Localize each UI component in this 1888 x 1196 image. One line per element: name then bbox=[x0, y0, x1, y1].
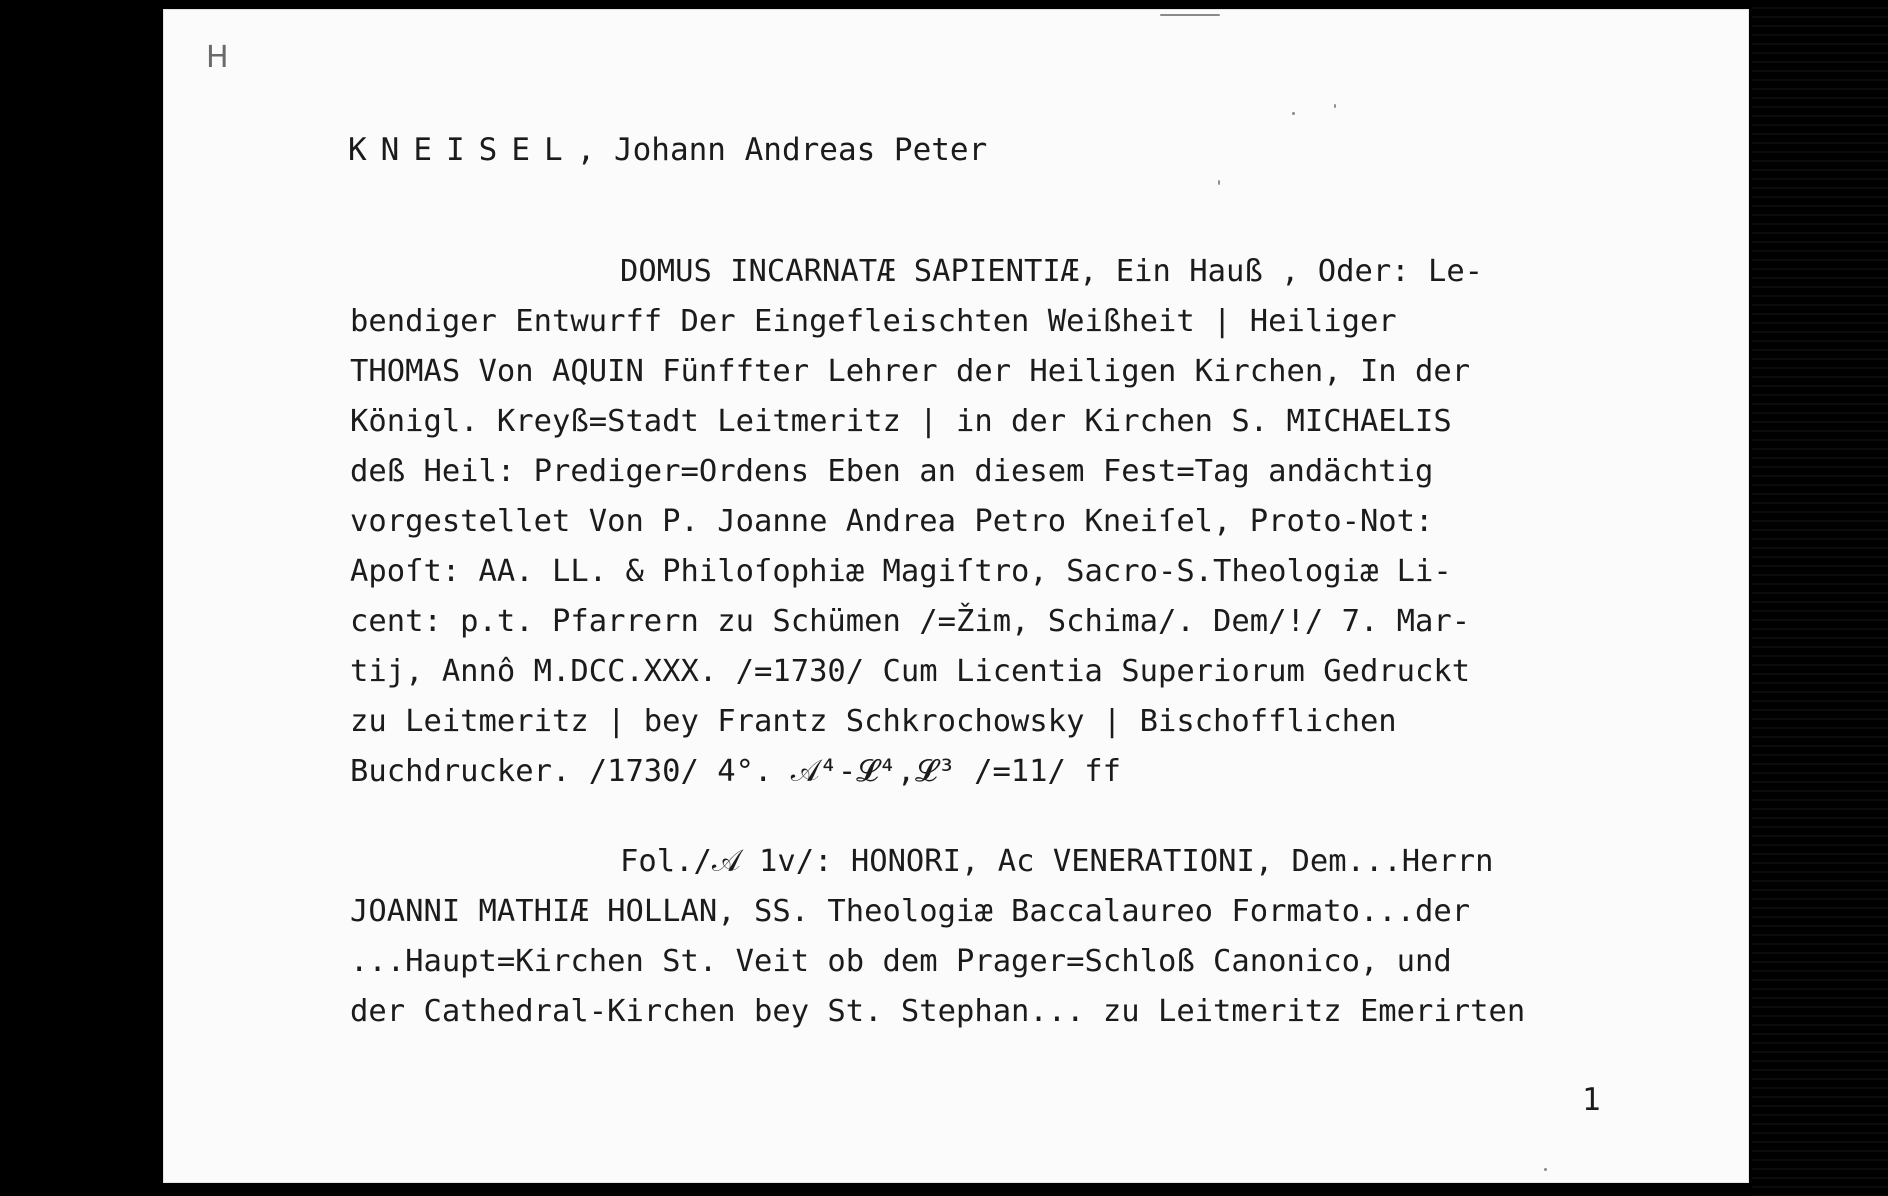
text-line: bendiger Entwurff Der Eingefleischten Weißheit | Heiliger bbox=[350, 304, 1397, 339]
scan-speck bbox=[1292, 112, 1295, 115]
scan-border bbox=[1752, 0, 1888, 1196]
text-line: Buchdrucker. /1730/ 4°. 𝒜⁴-𝓛⁴,𝓛³ /=11/ ff bbox=[350, 754, 1121, 789]
text-line: ...Haupt=Kirchen St. Veit ob dem Prager=Schloß Canonico, und bbox=[350, 944, 1452, 979]
text-line: deß Heil: Prediger=Ordens Eben an diesem Fest=Tag andächtig bbox=[350, 454, 1434, 489]
text-line: THOMAS Von AQUIN Fünffter Lehrer der Heiligen Kirchen, In der bbox=[350, 354, 1471, 389]
text-line: Königl. Kreyß=Stadt Leitmeritz | in der Kirchen S. MICHAELIS bbox=[350, 404, 1452, 439]
text-line: Fol./𝒜 1v/: HONORI, Ac VENERATIONI, Dem...Herrn bbox=[620, 844, 1494, 879]
text-line: zu Leitmeritz | bey Frantz Schkrochowsky | Bischofflichen bbox=[350, 704, 1397, 739]
text-line: JOANNI MATHIÆ HOLLAN, SS. Theologiæ Baccalaureo Formato...der bbox=[350, 894, 1471, 929]
text-line: vorgestellet Von P. Joanne Andrea Petro Kneiſel, Proto-Not: bbox=[350, 504, 1434, 539]
text-line: Apoſt: AA. LL. & Philoſophiæ Magiſtro, Sacro-S.Theologiæ Li- bbox=[350, 554, 1452, 589]
author-given-names: , Johann Andreas Peter bbox=[576, 132, 988, 168]
page-number: 1 bbox=[1582, 1082, 1601, 1118]
dedication-note bbox=[350, 837, 1525, 1037]
corner-mark: H bbox=[206, 40, 231, 75]
scan-speck bbox=[1334, 104, 1336, 108]
author-surname: KNEISEL bbox=[348, 132, 577, 168]
text-line: DOMUS INCARNATÆ SAPIENTIÆ, Ein Hauß , Oder: Le- bbox=[620, 254, 1484, 289]
scan-speck bbox=[1544, 1168, 1547, 1171]
text-line: der Cathedral-Kirchen bey St. Stephan... zu Leitmeritz Emerirten bbox=[350, 994, 1526, 1029]
card-heading bbox=[348, 132, 987, 168]
title-description bbox=[350, 247, 1483, 797]
scan-speck bbox=[1218, 180, 1220, 185]
text-line: cent: p.t. Pfarrern zu Schümen /=Žim, Schima/. Dem/!/ 7. Mar- bbox=[350, 604, 1471, 639]
scan-speck bbox=[1160, 14, 1220, 16]
text-line: tij, Annô M.DCC.XXX. /=1730/ Cum Licentia Superiorum Gedruckt bbox=[350, 654, 1471, 689]
